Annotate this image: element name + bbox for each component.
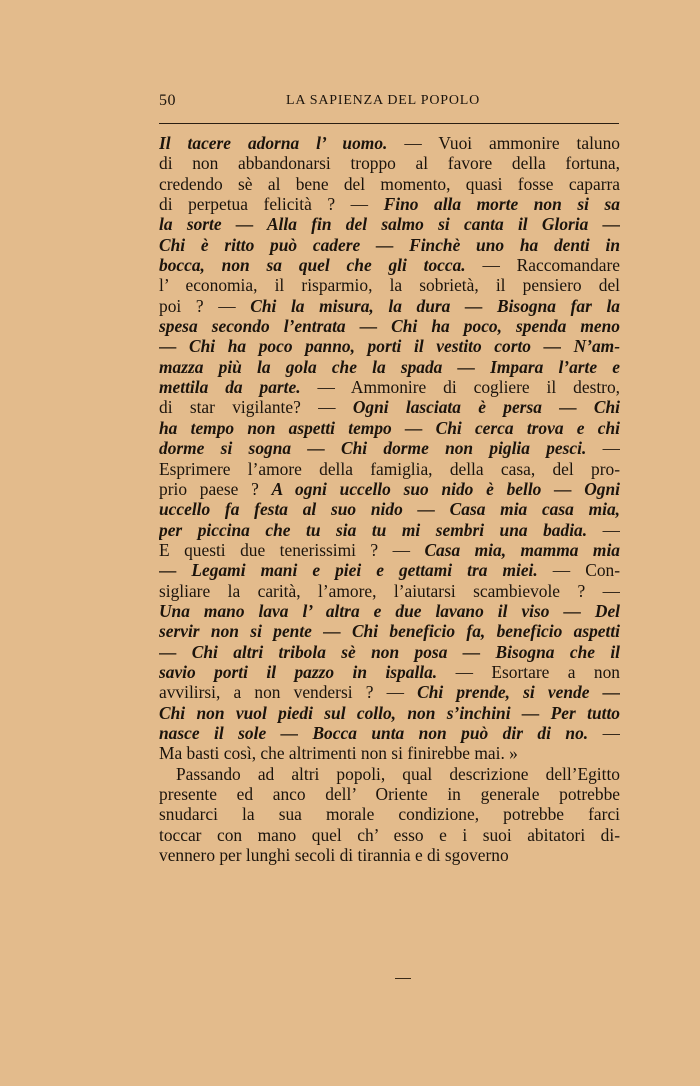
text-line xyxy=(159,336,620,356)
proverb-text: Ogni lasciata è persa — Chi xyxy=(352,397,620,418)
text-line xyxy=(159,357,620,377)
body-text-segment: sigliare la carità, l’amore, l’aiutarsi scambievole ? — xyxy=(159,580,620,601)
proverb-text: nasce il sole — Bocca unta non può dir di no. xyxy=(159,722,589,743)
text-line xyxy=(159,560,620,580)
text-line xyxy=(159,418,620,438)
text-line xyxy=(159,703,620,723)
text-line xyxy=(159,316,620,336)
text-line xyxy=(159,682,620,702)
body-text-segment: di perpetua felicità ? — xyxy=(159,194,384,215)
page-header xyxy=(159,92,619,114)
body-text-segment: prio paese ? xyxy=(159,478,272,499)
text-line xyxy=(159,194,620,214)
text-line xyxy=(159,784,620,804)
text-line xyxy=(159,601,620,621)
text-line xyxy=(159,133,620,153)
text-line xyxy=(159,255,620,275)
body-text-segment: poi ? — xyxy=(159,295,251,316)
body-text-segment: l’ economia, il risparmio, la sobrietà, il pensiero del xyxy=(159,275,620,296)
proverb-text: Il tacere adorna l’ uomo. xyxy=(159,133,388,153)
body-text-segment: toccar con mano quel ch’ esso e i suoi abitatori di- xyxy=(159,824,620,845)
proverb-text: mettila da parte. xyxy=(159,377,301,398)
body-text-segment: — Raccomandare xyxy=(465,255,620,276)
proverb-text: Chi non vuol piedi sul collo, non s’inchini — Per tutto xyxy=(159,702,620,723)
body-text-segment: — xyxy=(586,438,620,459)
proverb-text: uccello fa festa al suo nido — Casa mia casa mia, xyxy=(159,499,620,520)
body-text-segment: di non abbandonarsi troppo al favore della fortuna, xyxy=(159,153,620,174)
proverb-text: — Legami mani e piei e gettami tra miei. xyxy=(159,560,538,581)
text-line xyxy=(159,520,620,540)
proverb-text: — Chi altri tribola sè non posa — Bisogna che il xyxy=(159,641,620,662)
text-line xyxy=(159,153,620,173)
text-line xyxy=(159,642,620,662)
body-text-segment: Esprimere l’amore della famiglia, della casa, del pro- xyxy=(159,458,620,479)
proverb-text: Casa mia, mamma mia xyxy=(424,539,620,560)
proverb-text: Chi è ritto può cadere — Finchè uno ha denti in xyxy=(159,234,620,255)
body-text-segment: credendo sè al bene del momento, quasi fosse caparra xyxy=(159,173,620,194)
text-line xyxy=(159,235,620,255)
text-line xyxy=(159,621,620,641)
body-text-segment: presente ed anco dell’ Oriente in generale potrebbe xyxy=(159,784,620,804)
proverb-text: servir non si pente — Chi beneficio fa, beneficio aspetti xyxy=(159,621,620,642)
body-text-segment: E questi due tenerissimi ? — xyxy=(159,539,425,560)
text-line xyxy=(159,174,620,194)
body-text-segment: vennero per lunghi secoli di tirannia e di sgoverno xyxy=(159,845,509,866)
text-line xyxy=(159,377,620,397)
running-title: LA SAPIENZA DEL POPOLO xyxy=(286,93,481,108)
proverb-text: — Chi ha poco panno, porti il vestito corto — N’am- xyxy=(159,336,620,357)
body-text-segment: snudarci la sua morale condizione, potrebbe farci xyxy=(159,804,620,825)
proverb-text: Una mano lava l’ altra e due lavano il viso — Del xyxy=(159,600,620,621)
proverb-text: la sorte — Alla fin del salmo si canta il Gloria — xyxy=(159,214,620,235)
text-line xyxy=(159,581,620,601)
proverb-text: bocca, non sa quel che gli tocca. xyxy=(159,255,466,276)
proverb-text: Chi la misura, la dura — Bisogna far la xyxy=(250,295,620,316)
text-line xyxy=(159,459,620,479)
body-text-segment: — Esortare a non xyxy=(437,661,620,682)
proverb-text: savio porti il pazzo in ispalla. xyxy=(159,661,438,682)
body-text-segment: — xyxy=(587,519,620,540)
text-line xyxy=(159,275,620,295)
text-line xyxy=(159,804,620,824)
text-line xyxy=(159,662,620,682)
text-line xyxy=(159,825,620,845)
body-text-segment: Ma basti così, che altrimenti non si finirebbe mai. » xyxy=(159,743,518,764)
body-text-segment: — Vuoi ammonire taluno xyxy=(387,133,620,153)
text-line xyxy=(159,723,620,743)
proverb-text: Chi prende, si vende — xyxy=(417,682,620,703)
text-line xyxy=(159,479,620,499)
page-number: 50 xyxy=(159,92,176,109)
proverb-text: per piccina che tu sia tu mi sembri una badia. xyxy=(159,519,588,540)
proverb-text: mazza più la gola che la spada — Impara l’arte e xyxy=(159,356,620,377)
body-text-segment: avvilirsi, a non vendersi ? — xyxy=(159,682,418,703)
header-rule xyxy=(159,123,619,124)
text-line xyxy=(159,540,620,560)
text-line xyxy=(159,438,620,458)
proverb-text: dorme si sogna — Chi dorme non piglia pesci. xyxy=(159,438,587,459)
text-line xyxy=(159,214,620,234)
body-text-segment: Passando ad altri popoli, qual descrizione dell’Egitto xyxy=(176,763,620,784)
text-line xyxy=(159,397,620,417)
proverb-text: spesa secondo l’entrata — Chi ha poco, spenda meno xyxy=(159,316,620,337)
text-line xyxy=(159,743,620,763)
body-text-segment: di star vigilante? — xyxy=(159,397,353,418)
proverb-text: ha tempo non aspetti tempo — Chi cerca trova e chi xyxy=(159,417,620,438)
text-line xyxy=(159,499,620,519)
body-text-segment: — Con- xyxy=(537,560,620,581)
text-line xyxy=(159,845,620,865)
text-line xyxy=(159,296,620,316)
text-line xyxy=(159,764,620,784)
body-text-segment: — Ammonire di cogliere il destro, xyxy=(300,377,620,398)
footer-dash xyxy=(395,978,411,979)
proverb-text: A ogni uccello suo nido è bello — Ogni xyxy=(271,478,620,499)
proverb-text: Fino alla morte non si sa xyxy=(383,194,620,215)
body-text xyxy=(159,133,620,865)
body-text-segment: — xyxy=(588,722,620,743)
